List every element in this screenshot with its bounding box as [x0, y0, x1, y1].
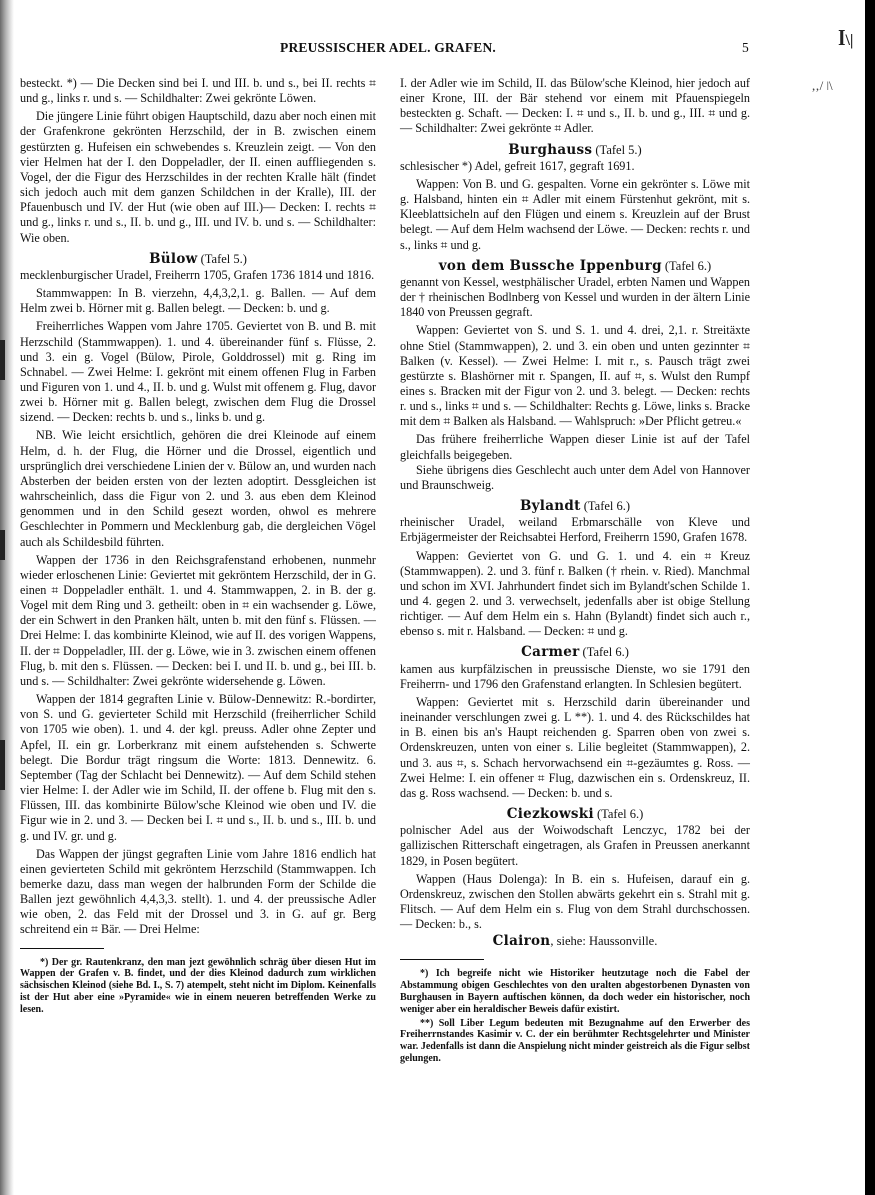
paragraph: besteckt. *) — Die Decken sind bei I. und III. b. und s., bei II. rechts ⌗ und g., links r. und s. — Schildhalter: Zwei gekrönte Löwen. — [20, 76, 376, 106]
scan-mark — [0, 740, 5, 790]
paragraph: Wappen (Haus Dolenga): In B. ein s. Hufeisen, darauf ein g. Ordenskreuz, zwischen den Stollen abwärts gekehrt ein s. Strahl mit g. Flitsch. — Auf dem Helm ein s. Flug von dem Strahl durchschossen. — Decken: b., s. — [400, 871, 750, 932]
page-header — [0, 40, 875, 60]
entry-heading-bussche — [400, 259, 750, 274]
scan-margin-marks: ꟾ\| — [838, 32, 854, 49]
entry-name: von dem Bussche Ippenburg — [438, 257, 662, 274]
running-title: PREUSSISCHER ADEL. GRAFEN. — [280, 40, 496, 55]
entry-name: Clairon — [492, 933, 551, 950]
paragraph: Wappen: Geviertet von G. und G. 1. und 4. ein ⌗ Kreuz (Stammwappen). 2. und 3. fünf r. Balken († rhein. v. Ried). Manchmal und schon im XVI. Jahrhundert findet sich im Bylandt'schen Schilde 1. und 4. gegen 2. und 3. verwechselt, jedenfalls aber ist obige Stellung richtiger. — Auf dem Helm ein s. Hahn (Bylandt) findet sich auch r., ebenso s. mit r. Halsband. — Decken: ⌗ und g. — [400, 548, 750, 639]
footnote-divider — [400, 959, 484, 960]
scan-mark — [0, 340, 5, 380]
page-number: 5 — [742, 40, 749, 55]
entry-intro: mecklenburgischer Uradel, Freiherrn 1705, Grafen 1736 1814 und 1816. — [20, 267, 375, 282]
entry-name: Bülow — [149, 250, 198, 267]
footnotes — [20, 957, 376, 1016]
footnote: **) Soll Liber Legum bedeuten mit Bezugnahme auf den Erwerber des Freiherrnstandes Kasimir v. C. der ein berühmter Rechtsgelehrter und Minister war. Jedenfalls ist dann die Anspielung nicht minder geistreich als die Figur selbst gelungen. — [400, 1017, 750, 1065]
entry-name: Burghauss — [508, 141, 593, 158]
footnote-divider — [20, 948, 104, 949]
footnote: *) Ich begreife nicht wie Historiker heutzutage noch die Fabel der Abstammung obigen Geschlechtes von den uralten abgestorbenen Dynasten von Burghausen in Bayern auftischen können, da doch weder ein historischer, noch weniger aber ein heraldischer Beweis dafür existirt. — [400, 968, 750, 1015]
paragraph: Das Wappen der jüngst gegraften Linie vom Jahre 1816 endlich hat einen gevierteten Schild mit gekröntem Herzschild (Stammwappen. Ich bemerke dazu, dass man wegen der halbrunden Form der Schilde die Ballen jezt gewöhnlich 4,4,3,3. stellt). 1. und 4. der preussische Adler wie oben, 2. das Feld mit der Drossel und 3. in G. auf gr. Berg schreitend ein ⌗ Bär. — Drei Helme: — [20, 846, 376, 937]
entry-plate-ref: (Tafel 6.) — [582, 645, 629, 660]
paragraph: Siehe übrigens dies Geschlecht auch unter dem Adel von Hannover und Braunschweig. — [400, 462, 750, 492]
paragraph: Wappen der 1736 in den Reichsgrafenstand erhobenen, nunmehr wieder erloschenen Linie: Geviertet mit gekröntem Herzschild, der in G. einen ⌗ Doppeladler enthält. 1. und 4. Stammwappen, 2. in B. der g. Vogel mit dem Ring und 3. getheilt: oben in ⌗ ein wachsender g. Löwe, der ein Schwert in den Pranken hält, unten b. mit den fünf s. Flüssen. — Drei Helme: I. das kombinirte Kleinod, wie auf II. des vorigen Wappens, II. der ⌗ Doppeladler, III. der g. Löwe, wie in 3. zwischen einem offenen Flug, b. mit den s. Flüssen. — Decken: bei I. und II. b. und g., bei III. b. und s. — Schildhalter: Zwei gekrönte widersehende g. Löwen. — [20, 552, 376, 688]
paragraph: Wappen: Geviertet von S. und S. 1. und 4. drei, 2,1. r. Streitäxte ohne Stiel (Stammwappen), 2. und 3. ein oben und unten gezinnter ⌗ Balken (v. Kessel). — Zwei Helme: I. mit r., s. Pausch trägt zwei gestürzte s. Blashörner mit r. Spangen, II. auf ⌗, s. Wulst den Rumpf eines s. Bracken mit der Figur von 2. und 3. belegt. — Decken: rechts r. und s., links ⌗ und s. — Schildhalter: Rechts g. Löwe, links s. Bracke mit dem ⌗ Balken als Halsband. — Wahlspruch: »Der Pflicht getreu.« — [400, 323, 750, 429]
entry-name: Bylandt — [519, 498, 581, 515]
entry-plate-ref: (Tafel 6.) — [664, 258, 712, 273]
entry-heading-carmer — [400, 645, 750, 660]
scan-margin-marks: ,‚/ ǀ\ — [812, 78, 833, 93]
paragraph: Stammwappen: In B. vierzehn, 4,4,3,2,1. g. Ballen. — Auf dem Helm zwei b. Hörner mit g. Ballen belegt. — Decken: b. und g. — [20, 286, 376, 316]
entry-plate-ref: (Tafel 5.) — [200, 251, 247, 266]
scan-mark — [0, 530, 5, 560]
paragraph: Die jüngere Linie führt obigen Hauptschild, dazu aber noch einen mit der Grafenkrone gekrönten Herzschild, der in B. zwischen einem gestürzten g. Hufeisen ein schwebendes s. Kreuzlein zeigt. — Von den vier Helmen hat der I. den Doppeladler, der II. einen auffliegenden s. Vogel, der die Figur des Herzschildes in der rechten Kralle hält (findet sich jedoch auch mit dem ganzen Schildchen in der Kralle), III. der Pfauenbusch und IV. der Hut (wie oben auf III.)— Decken: I. rechts ⌗ und g., links r. und s., II. b. und g., III. und IV. b. und s. — Schildhalter: Wie oben. — [20, 109, 376, 245]
entry-name: Carmer — [521, 644, 580, 661]
entry-intro: schlesischer *) Adel, gefreit 1617, gegraft 1691. — [400, 158, 635, 173]
entry-heading-clairon — [400, 934, 750, 949]
paragraph: Wappen: Geviertet mit s. Herzschild darin übereinander und ineinander verschlungen zwei g. L **). 1. und 4. des Rückschildes hat in B. einen bis an's Haupt reichenden g. Sparren oben von zwei s. Ordenskreuzen, unten von einer s. Lilie begleitet (Stammwappen), 2. und 3. aus ⌗, s. Schach hervorwachsend ein ⌗-gezäumtes g. Ross. — Zwei Helme: I. ein offener ⌗ Flug, dazwischen ein s. Ordenskreuz, II. das g. Ross wachsend. — Decken: b. und s. — [400, 694, 750, 800]
entry-plate-ref: (Tafel 6.) — [583, 499, 631, 514]
entry-intro: polnischer Adel aus der Woiwodschaft Lenczyc, 1782 bei der gallizischen Ritterschaft eingetragen, als Grafen in Preussen anerkannt 1829, in Posen begütert. — [400, 823, 750, 868]
entry-heading-burghauss — [400, 143, 750, 158]
scan-left-edge — [0, 0, 14, 1195]
paragraph: Freiherrliches Wappen vom Jahre 1705. Geviertet von B. und B. mit Herzschild (Stammwappen). 1. und 4. übereinander fünf s. Flüsse, 2. und 3. ein g. Vogel (Bülow, Pirole, Golddrossel) mit g. Ring im Schnabel. — Zwei Helme: I. gekrönt mit einem offenen Flug in Farben und Figuren von 1. und 4., II. b. und g. Wulst mit offenem g. Flug, davor zwei b. Hörner mit g. Ballen belegt, zwischen dem Flug die Drossel sizend. — Decken: rechts b. und s., links b. und g. — [20, 319, 376, 425]
entry-heading-ciezkowski — [400, 807, 750, 822]
paragraph: I. der Adler wie im Schild, II. das Bülow'sche Kleinod, hier jedoch auf einer Krone, III. der Bär stehend vor einem mit Pfauenspiegeln besteckten g. Schaft. — Decken: I. ⌗ und s., II. b. und g., III. ⌗ und g. — Schildhalter: Zwei gekrönte ⌗ Adler. — [400, 76, 750, 136]
paragraph: Das frühere freiherrliche Wappen dieser Linie ist auf der Tafel gleichfalls beigegeben. — [400, 432, 750, 462]
scan-right-edge — [865, 0, 875, 1195]
footnotes — [400, 968, 750, 1064]
entry-intro: genannt von Kessel, westphälischer Uradel, erbten Namen und Wappen der † rheinischen Bodlnberg von Kessel und wurden in der ältern Linie 1840 von Preussen gegraft. — [400, 274, 750, 320]
left-column — [20, 76, 376, 1016]
paragraph: NB. Wie leicht ersichtlich, gehören die drei Kleinode auf einem Helm, d. h. der Flug, die Hörner und die Drossel, eigentlich und ursprünglich drei verschiedene Linien der v. Bülow an, und wurden nach Absterben der beiden ersten von der lezten adoptirt. Dessgleichen ist wahrscheinlich, dass die Figur von 2. und 3. aus eben dem Kleinod genommen und in den Schild gesezt worden, ohwol es mehrere Geschlechter in Pommern und Mecklenburg gab, die dergleichen Vögel auch als Schildesbild führten. — [20, 428, 376, 549]
paragraph: Wappen: Von B. und G. gespalten. Vorne ein gekrönter s. Löwe mit g. Halsband, hinten ein ⌗ Adler mit einem Fürstenhut gekrönt, mit s. Kleeblattsicheln auf den Flügen und einem s. Kreuzlein auf der Brust belegt. — Auf dem Helm wachsend der Löwe. — Decken: rechts r. und s., links ⌗ und g. — [400, 176, 750, 252]
footnote: *) Der gr. Rautenkranz, den man jezt gewöhnlich schräg über diesen Hut im Wappen der Grafen v. B. findet, und der dies Kleinod dadurch zum wirklichen sächsischen Kleinod (siehe Bd. I., S. 7) atempelt, steht nicht im Diplom. Keinenfalls ist der Hut aber eine »Pyramide« wie in einem neueren betreffenden Werke zu lesen. — [20, 956, 376, 1015]
right-column — [400, 76, 750, 1065]
entry-plate-ref: (Tafel 5.) — [595, 142, 642, 157]
cross-reference: , siehe: Haussonville. — [550, 934, 658, 949]
paragraph: Wappen der 1814 gegraften Linie v. Bülow-Dennewitz: R.-bordirter, von S. und G. gevierteter Schild mit Herzschild (freiherrlicher Schild von 1705 wie oben). 1. und 4. der kgl. preuss. Adler ohne Zepter und Apfel, II. ein gr. Lorberkranz mit einem aufstehenden s. Schwerte belegt. Die Bordur trägt ringsum die Worte: 1813. Dennewitz. 6. September (Tag der Schlacht bei Dennewitz). — Auf dem Schild stehen vier Helme: I. der Adler wie im Schild, II. der offene b. Flug mit den s. Flüssen, III. das kombinirte Bülow'sche Kleinod wie oben und IV. die Figur wie in 2. und 3. — Decken bei I. ⌗ und s., II. b. und s., III. b. und g. und IV. gr. und g. — [20, 692, 376, 843]
entry-name: Ciezkowski — [506, 806, 594, 823]
entry-heading-bylandt — [400, 499, 750, 514]
entry-heading-buelow — [20, 252, 376, 267]
entry-intro: kamen aus kurpfälzischen in preussische Dienste, wo sie 1791 den Freiherrn- und 1796 den Grafenstand erlangten. In Schlesien begütert. — [400, 661, 750, 691]
entry-intro: rheinischer Uradel, weiland Erbmarschälle von Kleve und Erbjägermeister der Reichsabtei Herford, Freiherrn 1590, Grafen 1678. — [400, 515, 750, 545]
entry-plate-ref: (Tafel 6.) — [596, 807, 644, 822]
